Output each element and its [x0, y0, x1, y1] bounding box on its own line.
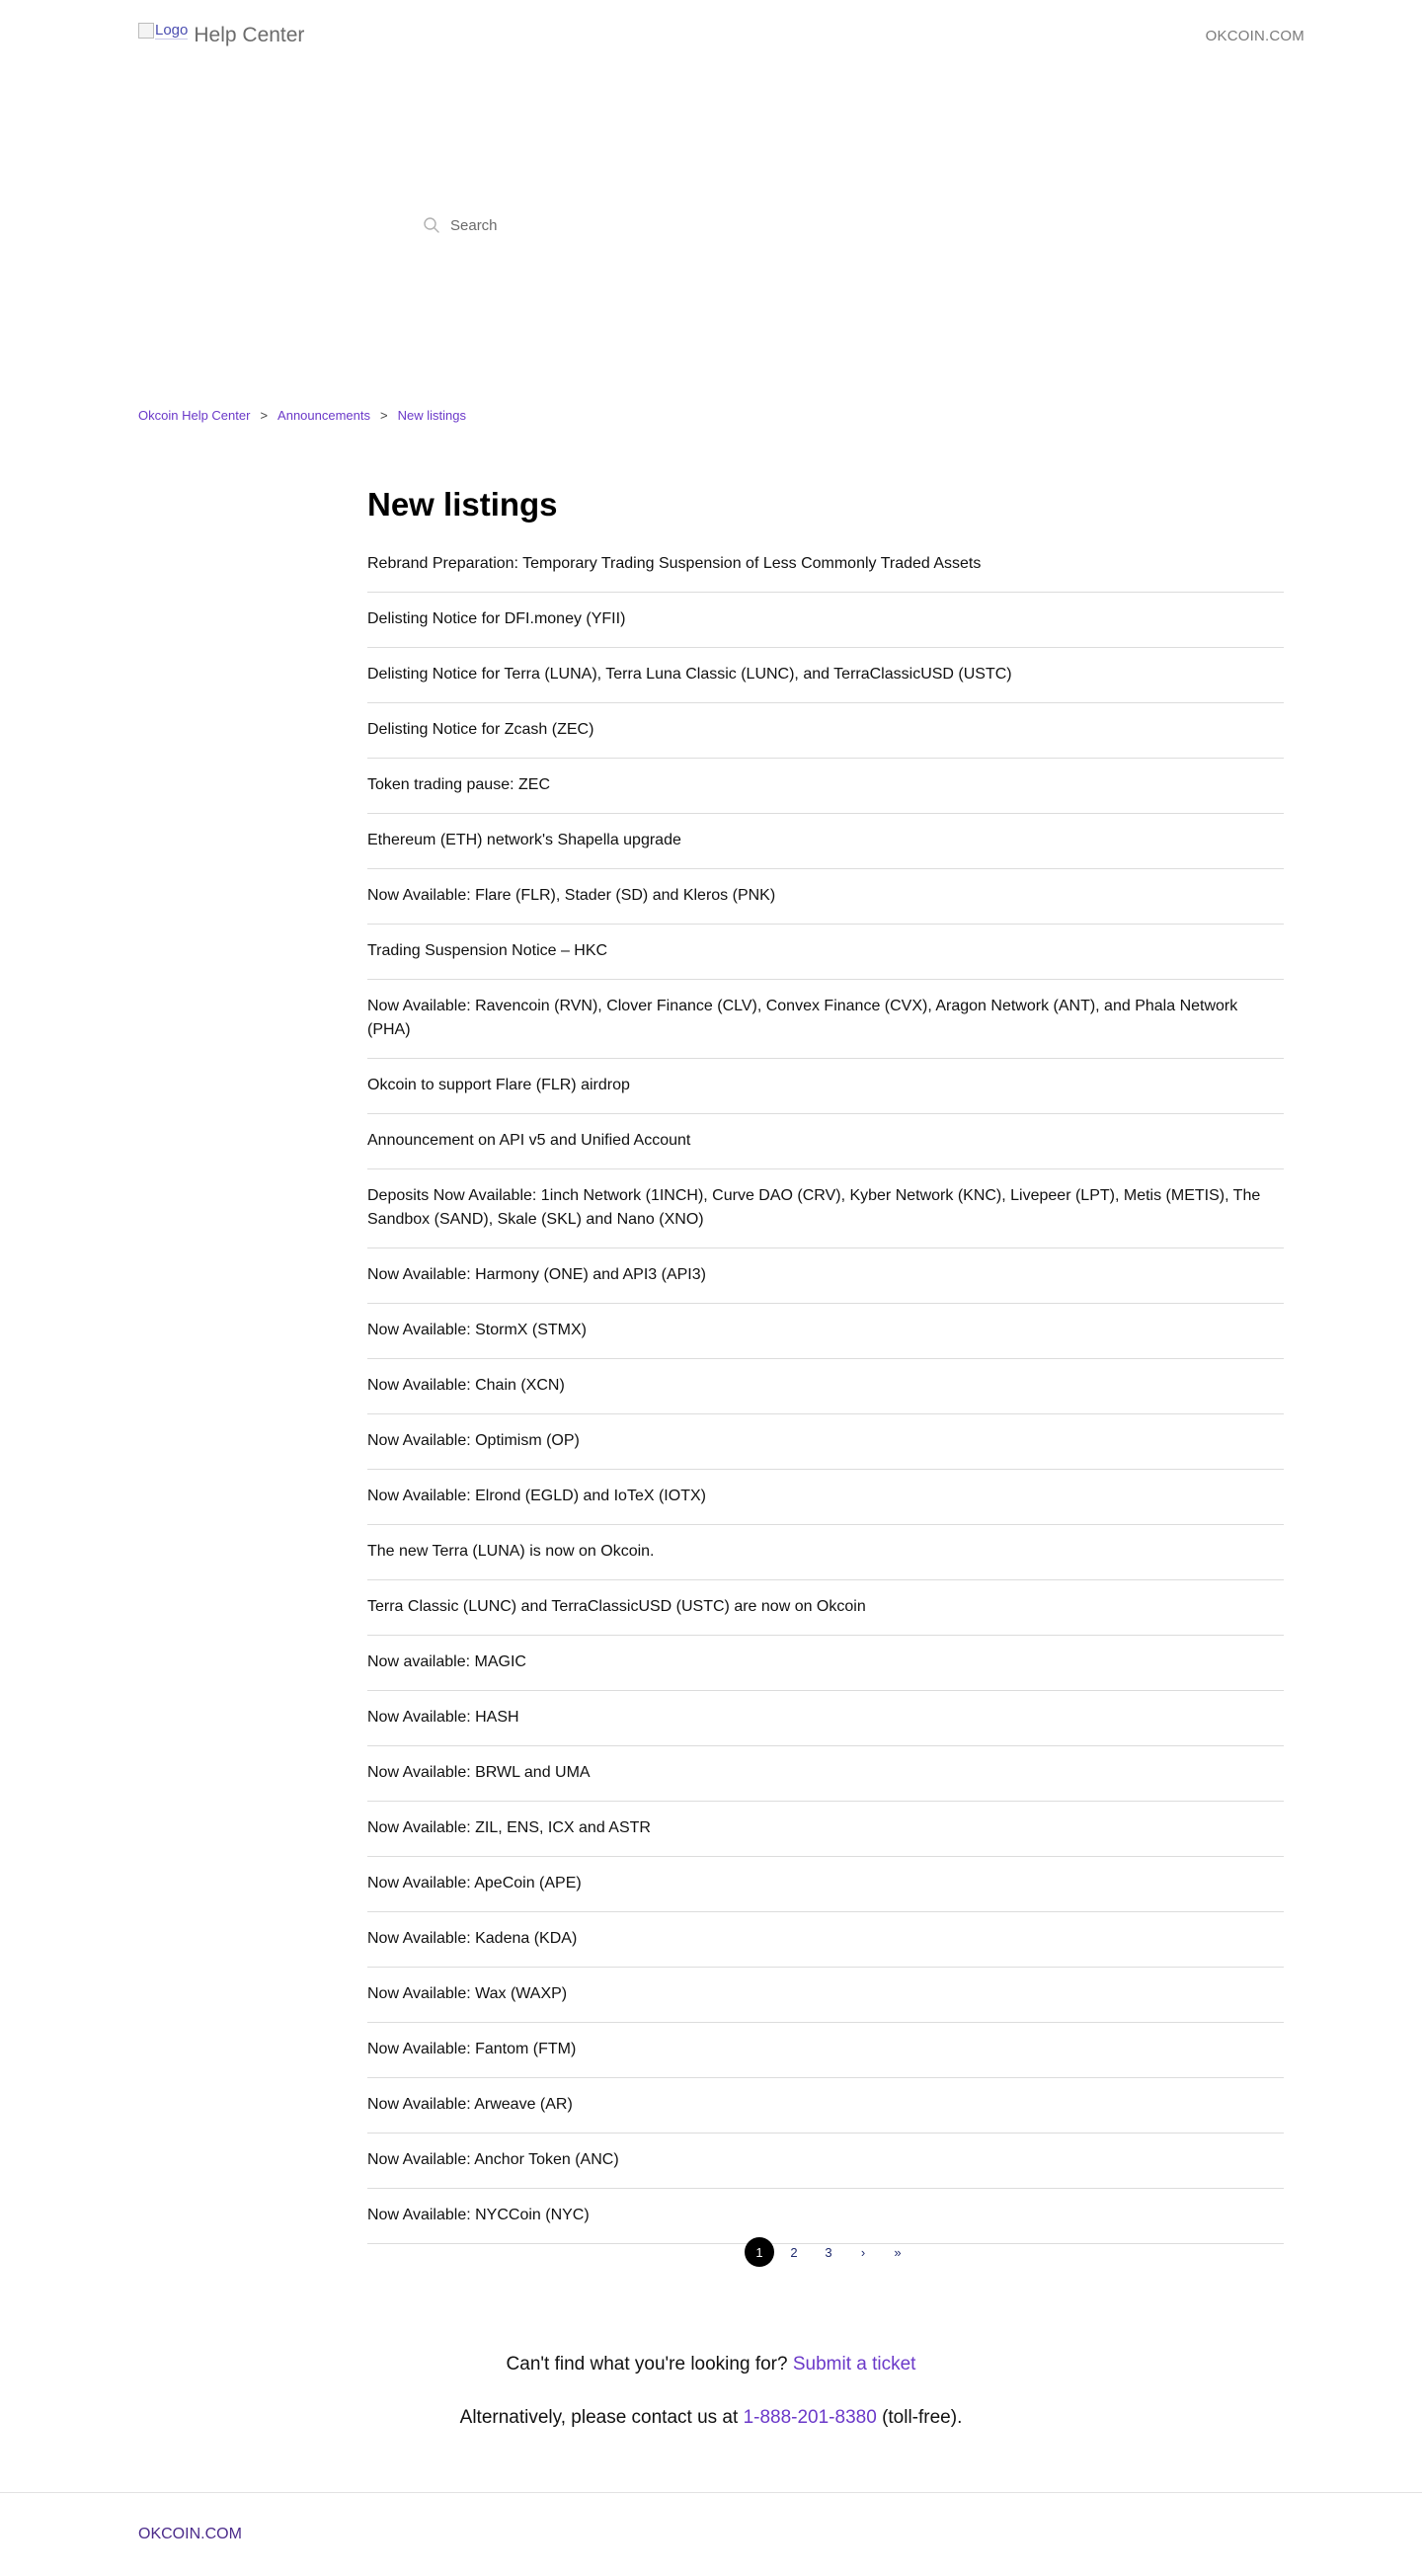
- article-link[interactable]: Rebrand Preparation: Temporary Trading Suspension of Less Commonly Traded Assets: [367, 555, 982, 572]
- article-list-item: [367, 1414, 1284, 1470]
- search-icon: [423, 216, 440, 234]
- page-title: New listings: [367, 486, 558, 523]
- submit-ticket-link[interactable]: Submit a ticket: [792, 2354, 916, 2375]
- search-bar: [423, 216, 747, 234]
- article-link[interactable]: Now Available: Arweave (AR): [367, 2096, 573, 2113]
- article-link[interactable]: Now Available: ZIL, ENS, ICX and ASTR: [367, 1819, 651, 1836]
- article-list-item: [367, 1746, 1284, 1802]
- search-input[interactable]: [450, 217, 747, 234]
- help-center-title: Help Center: [194, 24, 305, 46]
- article-list-item: [367, 2078, 1284, 2133]
- article-list-item: [367, 1912, 1284, 1968]
- article-link[interactable]: The new Terra (LUNA) is now on Okcoin.: [367, 1543, 655, 1560]
- article-list-item: [367, 648, 1284, 703]
- site-header: [138, 16, 1304, 55]
- article-link[interactable]: Deposits Now Available: 1inch Network (1INCH), Curve DAO (CRV), Kyber Network (KNC), Livepeer (LPT), Metis (METIS), The Sandbox (SAND), Skale (SKL) and Nano (XNO): [367, 1187, 1261, 1228]
- article-link[interactable]: Delisting Notice for Terra (LUNA), Terra Luna Classic (LUNC), and TerraClassicUSD (USTC): [367, 666, 1012, 683]
- article-list-item: [367, 1304, 1284, 1359]
- article-list-item: [367, 1248, 1284, 1304]
- article-link[interactable]: Now Available: Elrond (EGLD) and IoTeX (IOTX): [367, 1488, 706, 1504]
- article-list-item: [367, 1636, 1284, 1691]
- home-logo-link[interactable]: [138, 24, 304, 47]
- logo: Logo: [155, 22, 189, 39]
- article-link[interactable]: Trading Suspension Notice – HKC: [367, 942, 608, 959]
- article-list-item: [367, 1359, 1284, 1414]
- article-list-item: [367, 1802, 1284, 1857]
- article-list-item: [367, 1169, 1284, 1248]
- article-link[interactable]: Now Available: Kadena (KDA): [367, 1930, 578, 1947]
- contact-line: [0, 2407, 1422, 2429]
- article-list-item: [367, 2189, 1284, 2244]
- article-link[interactable]: Delisting Notice for Zcash (ZEC): [367, 721, 594, 738]
- breadcrumb-new-listings[interactable]: New listings: [397, 408, 466, 423]
- article-list-item: [367, 1580, 1284, 1636]
- pagination: [745, 2237, 917, 2267]
- article-link[interactable]: Delisting Notice for DFI.money (YFII): [367, 610, 626, 627]
- article-list: [367, 542, 1284, 2244]
- article-list-item: [367, 2023, 1284, 2078]
- article-link[interactable]: Ethereum (ETH) network's Shapella upgrade: [367, 832, 681, 848]
- article-link[interactable]: Now Available: ApeCoin (APE): [367, 1875, 582, 1892]
- article-list-item: [367, 593, 1284, 648]
- article-list-item: [367, 1968, 1284, 2023]
- contact-prefix: Alternatively, please contact us at: [459, 2407, 739, 2428]
- breadcrumb-announcements[interactable]: Announcements: [277, 408, 370, 423]
- article-link[interactable]: Now Available: Chain (XCN): [367, 1377, 565, 1394]
- page-1-button[interactable]: 1: [745, 2237, 774, 2267]
- article-link[interactable]: Now Available: StormX (STMX): [367, 1322, 587, 1338]
- article-list-item: [367, 759, 1284, 814]
- help-question-text: Can't find what you're looking for?: [506, 2354, 788, 2375]
- article-link[interactable]: Token trading pause: ZEC: [367, 776, 550, 793]
- okcoin-site-link[interactable]: OKCOIN.COM: [1205, 27, 1304, 44]
- article-link[interactable]: Now Available: Fantom (FTM): [367, 2041, 577, 2057]
- article-list-item: [367, 703, 1284, 759]
- article-list-item: [367, 980, 1284, 1059]
- last-page-button[interactable]: »: [894, 2244, 902, 2260]
- footer-okcoin-link[interactable]: OKCOIN.COM: [138, 2526, 242, 2542]
- article-link[interactable]: Announcement on API v5 and Unified Account: [367, 1132, 691, 1149]
- article-link[interactable]: Terra Classic (LUNC) and TerraClassicUSD (USTC) are now on Okcoin: [367, 1598, 866, 1615]
- article-list-item: [367, 925, 1284, 980]
- article-list-item: [367, 1525, 1284, 1580]
- article-link[interactable]: Now Available: Wax (WAXP): [367, 1985, 568, 2002]
- footer-divider: [0, 2492, 1422, 2493]
- breadcrumb-separator: >: [380, 408, 388, 423]
- article-link[interactable]: Now Available: Flare (FLR), Stader (SD) and Kleros (PNK): [367, 887, 776, 904]
- phone-link[interactable]: 1-888-201-8380: [743, 2407, 877, 2428]
- article-list-item: [367, 1857, 1284, 1912]
- article-link[interactable]: Now Available: Harmony (ONE) and API3 (API3): [367, 1266, 706, 1283]
- article-list-item: [367, 542, 1284, 593]
- broken-image-icon: [138, 23, 154, 39]
- article-list-item: [367, 2133, 1284, 2189]
- article-list-item: [367, 869, 1284, 925]
- article-link[interactable]: Now Available: Ravencoin (RVN), Clover Finance (CLV), Convex Finance (CVX), Aragon Network (ANT), and Phala Network (PHA): [367, 998, 1238, 1038]
- article-list-item: [367, 1691, 1284, 1746]
- section-content: [367, 486, 1284, 2244]
- article-link[interactable]: Now Available: HASH: [367, 1709, 519, 1726]
- article-link[interactable]: Now Available: BRWL and UMA: [367, 1764, 591, 1781]
- page-3-button[interactable]: 3: [825, 2244, 832, 2260]
- article-link[interactable]: Okcoin to support Flare (FLR) airdrop: [367, 1077, 630, 1093]
- article-link[interactable]: Now Available: Anchor Token (ANC): [367, 2151, 619, 2168]
- article-list-item: [367, 814, 1284, 869]
- page-2-button[interactable]: 2: [790, 2244, 798, 2260]
- contact-suffix: (toll-free).: [882, 2407, 963, 2428]
- article-list-item: [367, 1114, 1284, 1169]
- article-list-item: [367, 1059, 1284, 1114]
- article-link[interactable]: Now available: MAGIC: [367, 1653, 526, 1670]
- breadcrumb-separator: >: [260, 408, 269, 423]
- article-link[interactable]: Now Available: Optimism (OP): [367, 1432, 580, 1449]
- breadcrumb-help-center[interactable]: Okcoin Help Center: [138, 408, 251, 423]
- next-page-button[interactable]: ›: [860, 2244, 866, 2260]
- article-list-item: [367, 1470, 1284, 1525]
- breadcrumb: [138, 408, 466, 423]
- article-link[interactable]: Now Available: NYCCoin (NYC): [367, 2207, 590, 2223]
- help-question: [0, 2354, 1422, 2375]
